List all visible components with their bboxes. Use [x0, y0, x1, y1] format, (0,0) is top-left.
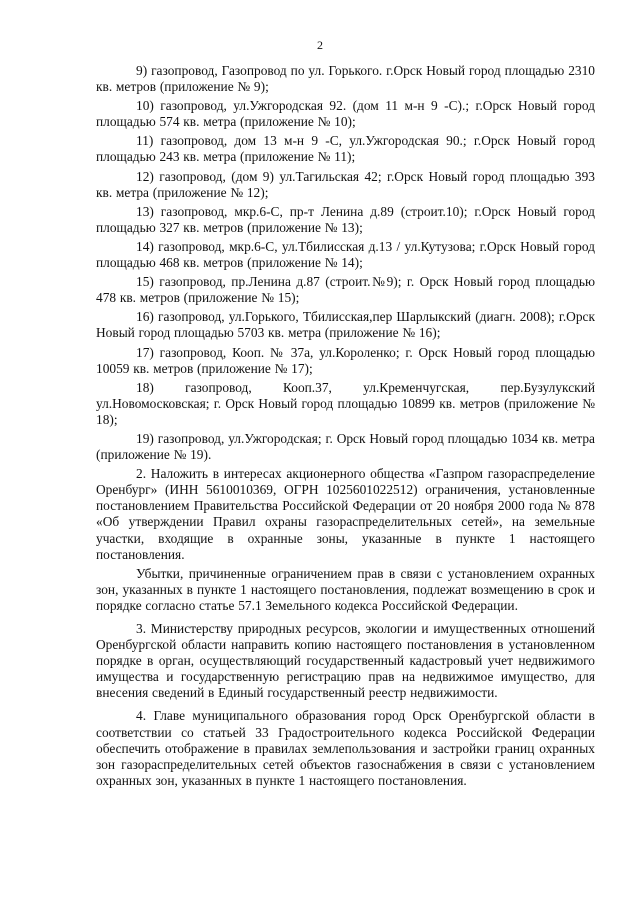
list-item-14: 14) газопровод, мкр.6-С, ул.Тбилисская д.13 / ул.Кутузова; г.Орск Новый город площадью 468 кв. метров (приложение № 14); — [96, 238, 595, 271]
list-item-13: 13) газопровод, мкр.6-С, пр-т Ленина д.89 (строит.10); г.Орск Новый город площадью 327 кв. метров (приложение № 13); — [96, 203, 595, 235]
clause-2: 2. Наложить в интересах акционерного общества «Газпром газораспределение Оренбург» (ИНН 5610010369, ОГРН 1025601022512) ограничения, установленные постановлением Правительства Российской Федерации от 20 ноября 2000 года № 878 «Об утверждении Правил охраны газораспределительных сетей», на земельные участки, входящие в охранные зоны, указанные в пункте 1 настоящего постановления. — [96, 466, 595, 562]
list-item-12: 12) газопровод, (дом 9) ул.Тагильская 42; г.Орск Новый город площадью 393 кв. метра (приложение № 12); — [96, 168, 595, 200]
list-item-19: 19) газопровод, ул.Ужгородская; г. Орск Новый город площадью 1034 кв. метра (приложение № 19). — [96, 430, 595, 463]
list-item-18: 18) газопровод, Кооп.37, ул.Кременчугская, пер.Бузулукский ул.Новомосковская; г. Орск Новый город площадью 10899 кв. метров (приложение № 18); — [96, 379, 595, 427]
list-item-9: 9) газопровод, Газопровод по ул. Горького. г.Орск Новый город площадью 2310 кв. метров (приложение № 9); — [96, 63, 595, 95]
page-number: 2 — [317, 38, 323, 52]
document-body — [96, 63, 595, 792]
list-item-10: 10) газопровод, ул.Ужгородская 92. (дом 11 м-н 9 -С).; г.Орск Новый город площадью 574 кв. метра (приложение № 10); — [96, 98, 595, 130]
clause-4: 4. Главе муниципального образования город Орск Оренбургской области в соответствии со статьей 33 Градостроительного кодекса Российской Федерации обеспечить отображение в правилах землепользования и застройки границ охранных зон газораспределительных сетей объектов газоснабжения в связи с установлением охранных зон, указанных в пункте 1 настоящего постановления. — [96, 708, 595, 788]
list-item-15: 15) газопровод, пр.Ленина д.87 (строит.№9); г. Орск Новый город площадью 478 кв. метров (приложение № 15); — [96, 274, 595, 306]
clause-2-losses: Убытки, причиненные ограничением прав в связи с установлением охранных зон, указанных в пункте 1 настоящего постановления, подлежат возмещению в срок и порядке согласно статье 57.1 Земельного кодекса Российской Федерации. — [96, 565, 595, 613]
list-item-17: 17) газопровод, Кооп. № 37а, ул.Короленко; г. Орск Новый город площадью 10059 кв. метров (приложение № 17); — [96, 344, 595, 376]
clause-3: 3. Министерству природных ресурсов, экологии и имущественных отношений Оренбургской области направить копию настоящего постановления в установленном порядке в орган, осуществляющий государственный кадастровый учет недвижимого имущества и государственную регистрацию прав на недвижимое имущество, для внесения сведений в Единый государственный реестр недвижимости. — [96, 621, 595, 701]
list-item-11: 11) газопровод, дом 13 м-н 9 -С, ул.Ужгородская 90.; г.Орск Новый город площадью 243 кв. метра (приложение № 11); — [96, 133, 595, 165]
list-item-16: 16) газопровод, ул.Горького, Тбилисская,пер Шарлыкский (диагн. 2008); г.Орск Новый город площадью 5703 кв. метра (приложение № 16); — [96, 309, 595, 341]
